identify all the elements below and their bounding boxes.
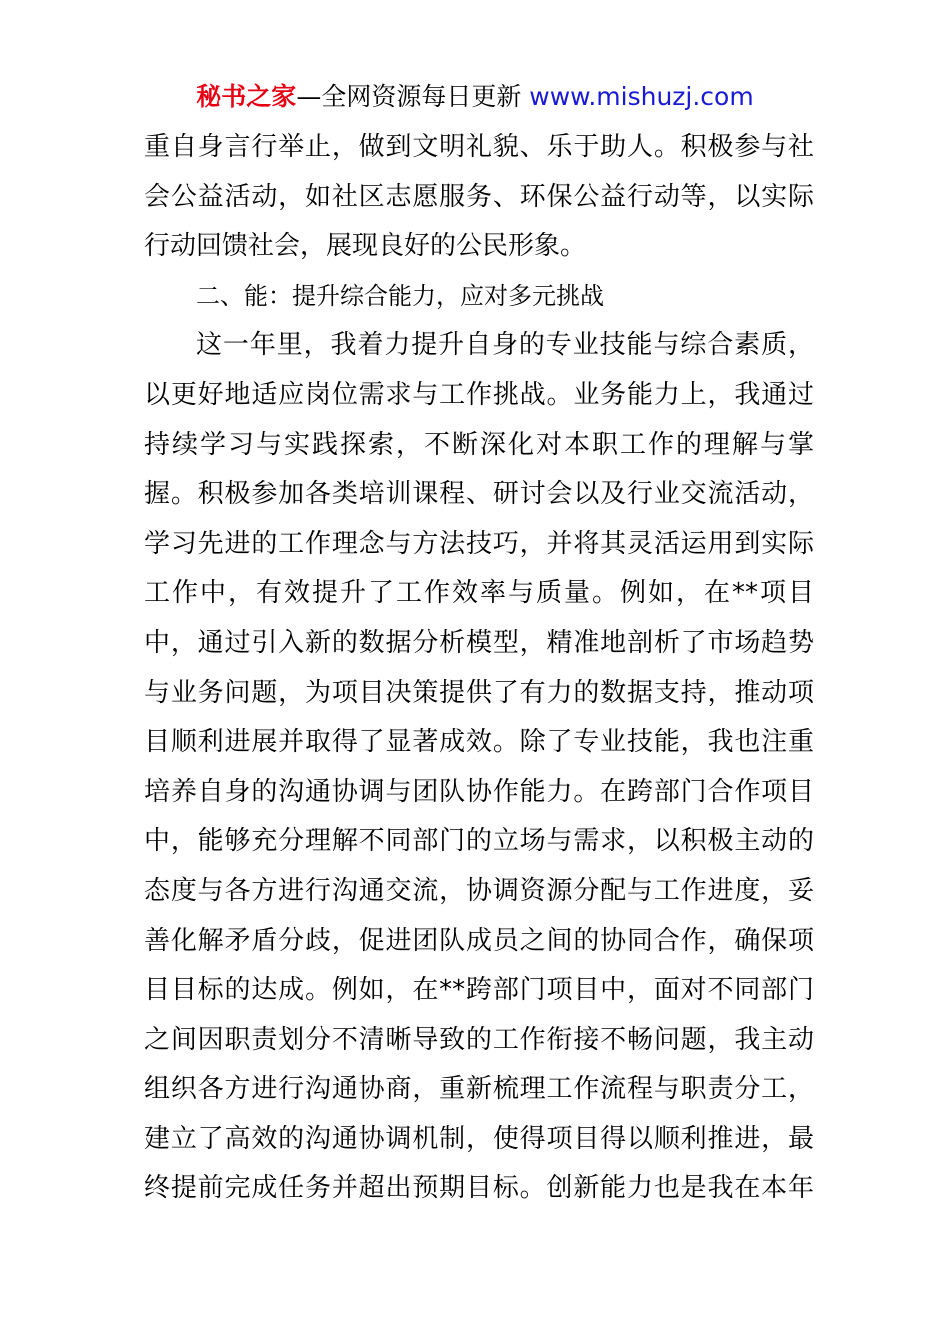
paragraph-line: 这一年里，我着力提升自身的专业技能与综合素质， — [196, 330, 814, 361]
paragraph-line: 培养自身的沟通协调与团队协作能力。在跨部门合作项目 — [144, 776, 814, 807]
paragraph-line: 行动回馈社会，展现良好的公民形象。 — [144, 231, 587, 262]
document-body — [144, 123, 814, 1214]
paragraph-line: 目目标的达成。例如，在**跨部门项目中，面对不同部门 — [144, 975, 814, 1006]
section-heading: 二、能：提升综合能力，应对多元挑战 — [196, 281, 604, 310]
paragraph-line: 工作中，有效提升了工作效率与质量。例如，在**项目 — [144, 578, 814, 609]
paragraph-line: 以更好地适应岗位需求与工作挑战。业务能力上，我通过 — [144, 379, 814, 410]
paragraph-line: 态度与各方进行沟通交流，协调资源分配与工作进度，妥 — [144, 875, 814, 906]
paragraph-line: 目顺利进展并取得了显著成效。除了专业技能，我也注重 — [144, 727, 814, 758]
paragraph-line: 中，能够充分理解不同部门的立场与需求，以积极主动的 — [144, 826, 814, 857]
paragraph-line: 建立了高效的沟通协调机制，使得项目得以顺利推进，最 — [144, 1123, 814, 1154]
paragraph-line: 持续学习与实践探索，不断深化对本职工作的理解与掌 — [144, 429, 814, 460]
paragraph-line: 中，通过引入新的数据分析模型，精准地剖析了市场趋势 — [144, 627, 814, 658]
paragraph-line: 会公益活动，如社区志愿服务、环保公益行动等，以实际 — [144, 181, 814, 212]
paragraph-line: 之间因职责划分不清晰导致的工作衔接不畅问题，我主动 — [144, 1024, 814, 1055]
paragraph-line: 善化解矛盾分歧，促进团队成员之间的协同合作，确保项 — [144, 925, 814, 956]
paragraph-line: 组织各方进行沟通协商，重新梳理工作流程与职责分工， — [144, 1074, 814, 1105]
paragraph-line: 重自身言行举止，做到文明礼貌、乐于助人。积极参与社 — [144, 132, 814, 162]
site-url-link[interactable]: www.mishuzj.com — [529, 82, 754, 111]
paragraph-line: 握。积极参加各类培训课程、研讨会以及行业交流活动， — [144, 479, 814, 510]
paragraph-line: 与业务问题，为项目决策提供了有力的数据支持，推动项 — [144, 677, 814, 708]
site-header — [0, 80, 950, 114]
paragraph-line: 终提前完成任务并超出预期目标。创新能力也是我在本年 — [144, 1173, 814, 1204]
header-tagline: —全网资源每日更新 — [296, 82, 522, 111]
paragraph-line: 学习先进的工作理念与方法技巧，并将其灵活运用到实际 — [144, 528, 814, 559]
brand-name: 秘书之家 — [196, 82, 297, 111]
